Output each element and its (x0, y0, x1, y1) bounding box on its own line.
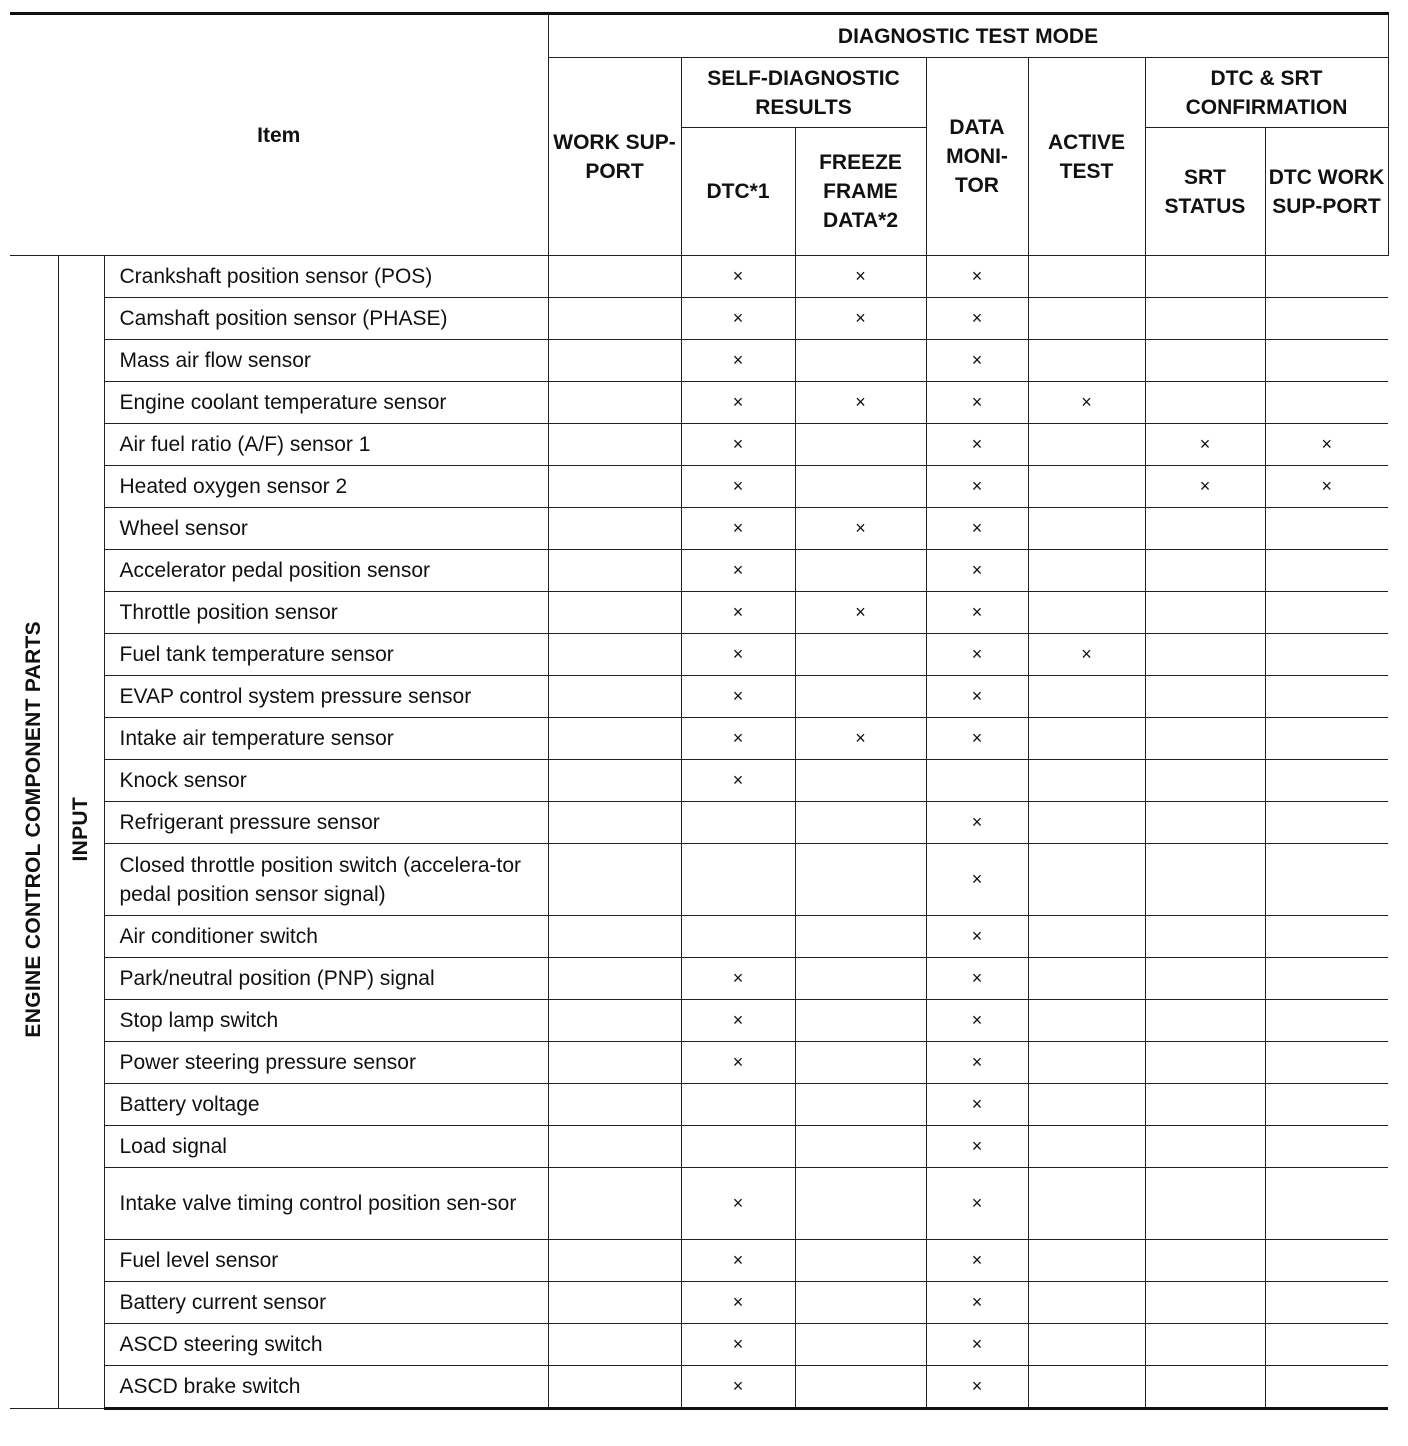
mark-cell: × (926, 550, 1028, 592)
mark-cell: × (926, 1366, 1028, 1409)
mark-cell (1265, 1042, 1388, 1084)
mark-cell (1145, 1240, 1265, 1282)
mark-cell: × (681, 1042, 795, 1084)
mark-cell: × (1028, 382, 1145, 424)
mark-cell (1145, 1084, 1265, 1126)
table-row (10, 634, 1388, 676)
mark-cell (1265, 676, 1388, 718)
group-label-cell (10, 256, 58, 1409)
mark-cell (548, 916, 681, 958)
mark-cell: × (795, 298, 926, 340)
mark-cell (1265, 634, 1388, 676)
mark-cell (1028, 1042, 1145, 1084)
mark-cell: × (681, 1366, 795, 1409)
diagnostic-mode-table (10, 12, 1389, 1410)
mark-cell: × (926, 634, 1028, 676)
mark-cell (548, 802, 681, 844)
mark-cell (795, 340, 926, 382)
table-row (10, 676, 1388, 718)
mark-cell (548, 1042, 681, 1084)
mark-cell (548, 424, 681, 466)
mark-cell (1265, 802, 1388, 844)
mark-cell (548, 256, 681, 298)
mark-cell (1028, 760, 1145, 802)
table-row (10, 1240, 1388, 1282)
table-row (10, 382, 1388, 424)
mark-cell: × (681, 382, 795, 424)
mark-cell (795, 1126, 926, 1168)
mark-cell: × (926, 1084, 1028, 1126)
mark-cell (548, 298, 681, 340)
mark-cell (548, 1240, 681, 1282)
mark-cell (681, 844, 795, 916)
mark-cell (548, 1084, 681, 1126)
item-name: Camshaft position sensor (PHASE) (104, 298, 548, 340)
dtc-srt-confirmation-header: DTC & SRT CONFIRMATION (1145, 58, 1388, 128)
mark-cell (1265, 550, 1388, 592)
mark-cell (548, 958, 681, 1000)
table-body (10, 256, 1388, 1409)
mark-cell (548, 340, 681, 382)
mark-cell: × (926, 958, 1028, 1000)
mark-cell: × (926, 916, 1028, 958)
mark-cell (795, 1240, 926, 1282)
mark-cell (1265, 1282, 1388, 1324)
table-row (10, 760, 1388, 802)
mark-cell (1028, 340, 1145, 382)
item-name: Refrigerant pressure sensor (104, 802, 548, 844)
mark-cell (795, 676, 926, 718)
mark-cell: × (926, 844, 1028, 916)
mark-cell (1028, 592, 1145, 634)
mark-cell: × (926, 424, 1028, 466)
mark-cell: × (681, 1240, 795, 1282)
mark-cell: × (1145, 424, 1265, 466)
item-name: Intake air temperature sensor (104, 718, 548, 760)
mark-cell (795, 1366, 926, 1409)
mark-cell (1028, 844, 1145, 916)
item-name: Fuel level sensor (104, 1240, 548, 1282)
mark-cell (926, 760, 1028, 802)
mark-cell: × (681, 1000, 795, 1042)
table-row (10, 592, 1388, 634)
mark-cell: × (926, 718, 1028, 760)
mark-cell (795, 802, 926, 844)
mark-cell (1145, 1126, 1265, 1168)
dtc-work-support-header: DTC WORK SUP-PORT (1265, 128, 1388, 256)
mark-cell: × (926, 1324, 1028, 1366)
mark-cell (1265, 508, 1388, 550)
mark-cell (1265, 1324, 1388, 1366)
table-row (10, 466, 1388, 508)
mark-cell: × (681, 340, 795, 382)
mark-cell (1145, 1168, 1265, 1240)
mark-cell (1265, 958, 1388, 1000)
mark-cell (795, 550, 926, 592)
mark-cell (1145, 1366, 1265, 1409)
mark-cell (1028, 550, 1145, 592)
mark-cell (1265, 340, 1388, 382)
item-name: Power steering pressure sensor (104, 1042, 548, 1084)
mark-cell (1145, 676, 1265, 718)
table-row (10, 1084, 1388, 1126)
mark-cell: × (681, 1282, 795, 1324)
mark-cell: × (795, 718, 926, 760)
item-name: Crankshaft position sensor (POS) (104, 256, 548, 298)
mark-cell (1028, 1282, 1145, 1324)
mark-cell (1265, 916, 1388, 958)
item-name: EVAP control system pressure sensor (104, 676, 548, 718)
mark-cell (548, 676, 681, 718)
mark-cell (1145, 1000, 1265, 1042)
mark-cell (795, 1282, 926, 1324)
mark-cell (1265, 718, 1388, 760)
table-row (10, 958, 1388, 1000)
mark-cell (795, 760, 926, 802)
item-name: Accelerator pedal position sensor (104, 550, 548, 592)
mark-cell (795, 424, 926, 466)
mark-cell (1265, 844, 1388, 916)
mark-cell (1145, 718, 1265, 760)
mark-cell: × (795, 382, 926, 424)
mark-cell: × (926, 676, 1028, 718)
mark-cell (548, 508, 681, 550)
mark-cell: × (926, 382, 1028, 424)
mark-cell (1145, 916, 1265, 958)
mark-cell (795, 634, 926, 676)
mark-cell (548, 1126, 681, 1168)
table-row (10, 844, 1388, 916)
mark-cell (681, 802, 795, 844)
mark-cell: × (926, 1000, 1028, 1042)
mark-cell: × (1265, 466, 1388, 508)
mark-cell (548, 844, 681, 916)
mark-cell (548, 550, 681, 592)
mark-cell (795, 916, 926, 958)
mark-cell: × (1145, 466, 1265, 508)
mark-cell: × (926, 298, 1028, 340)
mark-cell (1265, 1240, 1388, 1282)
mark-cell (1145, 256, 1265, 298)
mark-cell: × (926, 340, 1028, 382)
mark-cell (1265, 298, 1388, 340)
mark-cell: × (926, 256, 1028, 298)
mark-cell (548, 634, 681, 676)
mark-cell (1265, 592, 1388, 634)
item-name: Park/neutral position (PNP) signal (104, 958, 548, 1000)
table-row (10, 424, 1388, 466)
mark-cell (1145, 382, 1265, 424)
table-row (10, 1366, 1388, 1409)
item-name: Heated oxygen sensor 2 (104, 466, 548, 508)
mark-cell: × (681, 676, 795, 718)
mark-cell (1265, 1366, 1388, 1409)
mark-cell (1145, 1042, 1265, 1084)
mark-cell (1145, 340, 1265, 382)
item-name: Load signal (104, 1126, 548, 1168)
mark-cell (1145, 760, 1265, 802)
mark-cell (795, 958, 926, 1000)
mark-cell (548, 1282, 681, 1324)
mark-cell (795, 844, 926, 916)
mark-cell: × (795, 592, 926, 634)
mark-cell (1145, 550, 1265, 592)
mark-cell: × (681, 718, 795, 760)
mark-cell (795, 1000, 926, 1042)
subgroup-label-cell (58, 256, 104, 1409)
mark-cell (1028, 508, 1145, 550)
mark-cell: × (681, 256, 795, 298)
mark-cell: × (681, 424, 795, 466)
mark-cell (1028, 424, 1145, 466)
mark-cell: × (926, 1168, 1028, 1240)
mark-cell (548, 1000, 681, 1042)
table-row (10, 1042, 1388, 1084)
table-row (10, 1126, 1388, 1168)
mark-cell (795, 1168, 926, 1240)
mark-cell (548, 718, 681, 760)
table-row (10, 550, 1388, 592)
diagnostic-test-mode-header: DIAGNOSTIC TEST MODE (548, 14, 1388, 58)
item-name: ASCD brake switch (104, 1366, 548, 1409)
mark-cell: × (681, 508, 795, 550)
mark-cell: × (926, 1042, 1028, 1084)
mark-cell (548, 760, 681, 802)
mark-cell: × (681, 550, 795, 592)
mark-cell: × (926, 1240, 1028, 1282)
mark-cell (1028, 1126, 1145, 1168)
mark-cell: × (681, 466, 795, 508)
srt-status-header: SRT STATUS (1145, 128, 1265, 256)
mark-cell (1145, 592, 1265, 634)
mark-cell: × (1265, 424, 1388, 466)
freeze-frame-header: FREEZE FRAME DATA*2 (795, 128, 926, 256)
item-name: Battery voltage (104, 1084, 548, 1126)
mark-cell (1028, 676, 1145, 718)
mark-cell (1145, 802, 1265, 844)
table-row (10, 508, 1388, 550)
mark-cell (681, 916, 795, 958)
mark-cell (1028, 1000, 1145, 1042)
active-test-header: ACTIVE TEST (1028, 58, 1145, 256)
mark-cell (1145, 958, 1265, 1000)
mark-cell (1028, 1084, 1145, 1126)
mark-cell (1145, 1324, 1265, 1366)
mark-cell: × (681, 592, 795, 634)
mark-cell: × (926, 466, 1028, 508)
mark-cell (1145, 634, 1265, 676)
item-name: Battery current sensor (104, 1282, 548, 1324)
item-name: Air fuel ratio (A/F) sensor 1 (104, 424, 548, 466)
table-row (10, 718, 1388, 760)
item-name: Closed throttle position switch (accelera-tor pedal position sensor signal) (104, 844, 548, 916)
mark-cell (1265, 1168, 1388, 1240)
mark-cell: × (681, 1168, 795, 1240)
mark-cell: × (926, 592, 1028, 634)
item-name: Engine coolant temperature sensor (104, 382, 548, 424)
table-row (10, 340, 1388, 382)
item-name: Intake valve timing control position sen-sor (104, 1168, 548, 1240)
data-monitor-header: DATA MONI-TOR (926, 58, 1028, 256)
mark-cell: × (926, 1282, 1028, 1324)
mark-cell: × (1028, 634, 1145, 676)
item-name: Knock sensor (104, 760, 548, 802)
table-row (10, 1168, 1388, 1240)
mark-cell (795, 466, 926, 508)
table-row (10, 1324, 1388, 1366)
mark-cell (1028, 916, 1145, 958)
table-row (10, 802, 1388, 844)
item-name: Air conditioner switch (104, 916, 548, 958)
mark-cell (1028, 466, 1145, 508)
mark-cell (795, 1042, 926, 1084)
mark-cell (681, 1084, 795, 1126)
dtc-header: DTC*1 (681, 128, 795, 256)
item-name: Mass air flow sensor (104, 340, 548, 382)
mark-cell (1265, 382, 1388, 424)
item-name: Fuel tank temperature sensor (104, 634, 548, 676)
mark-cell (1145, 298, 1265, 340)
mark-cell: × (926, 1126, 1028, 1168)
mark-cell: × (926, 508, 1028, 550)
mark-cell (1028, 1240, 1145, 1282)
mark-cell (795, 1324, 926, 1366)
table-row (10, 1282, 1388, 1324)
mark-cell (1145, 508, 1265, 550)
item-name: Wheel sensor (104, 508, 548, 550)
table-row (10, 256, 1388, 298)
mark-cell (681, 1126, 795, 1168)
mark-cell: × (795, 508, 926, 550)
group-label: ENGINE CONTROL COMPONENT PARTS (21, 620, 45, 1038)
mark-cell (548, 1324, 681, 1366)
table-row (10, 298, 1388, 340)
mark-cell (1028, 802, 1145, 844)
mark-cell (1028, 256, 1145, 298)
subgroup-label: INPUT (69, 796, 92, 862)
table-row (10, 1000, 1388, 1042)
mark-cell (548, 1366, 681, 1409)
diagnostic-table-container (10, 12, 1388, 1410)
item-name: Throttle position sensor (104, 592, 548, 634)
item-name: ASCD steering switch (104, 1324, 548, 1366)
mark-cell (548, 466, 681, 508)
mark-cell (1028, 1324, 1145, 1366)
mark-cell (1028, 1168, 1145, 1240)
mark-cell (1265, 1000, 1388, 1042)
mark-cell (1028, 718, 1145, 760)
mark-cell: × (795, 256, 926, 298)
mark-cell (548, 382, 681, 424)
mark-cell (1265, 760, 1388, 802)
self-diagnostic-results-header: SELF-DIAGNOSTIC RESULTS (681, 58, 926, 128)
item-name: Stop lamp switch (104, 1000, 548, 1042)
mark-cell (795, 1084, 926, 1126)
mark-cell (1265, 1126, 1388, 1168)
mark-cell: × (926, 802, 1028, 844)
mark-cell (1145, 1282, 1265, 1324)
item-header: Item (10, 14, 548, 256)
mark-cell: × (681, 958, 795, 1000)
mark-cell: × (681, 760, 795, 802)
mark-cell (548, 1168, 681, 1240)
mark-cell (1028, 958, 1145, 1000)
mark-cell (1028, 1366, 1145, 1409)
mark-cell (1145, 844, 1265, 916)
mark-cell (1265, 1084, 1388, 1126)
mark-cell (548, 592, 681, 634)
mark-cell: × (681, 634, 795, 676)
work-support-header: WORK SUP-PORT (548, 58, 681, 256)
mark-cell (1028, 298, 1145, 340)
table-row (10, 916, 1388, 958)
mark-cell: × (681, 1324, 795, 1366)
mark-cell: × (681, 298, 795, 340)
mark-cell (1265, 256, 1388, 298)
